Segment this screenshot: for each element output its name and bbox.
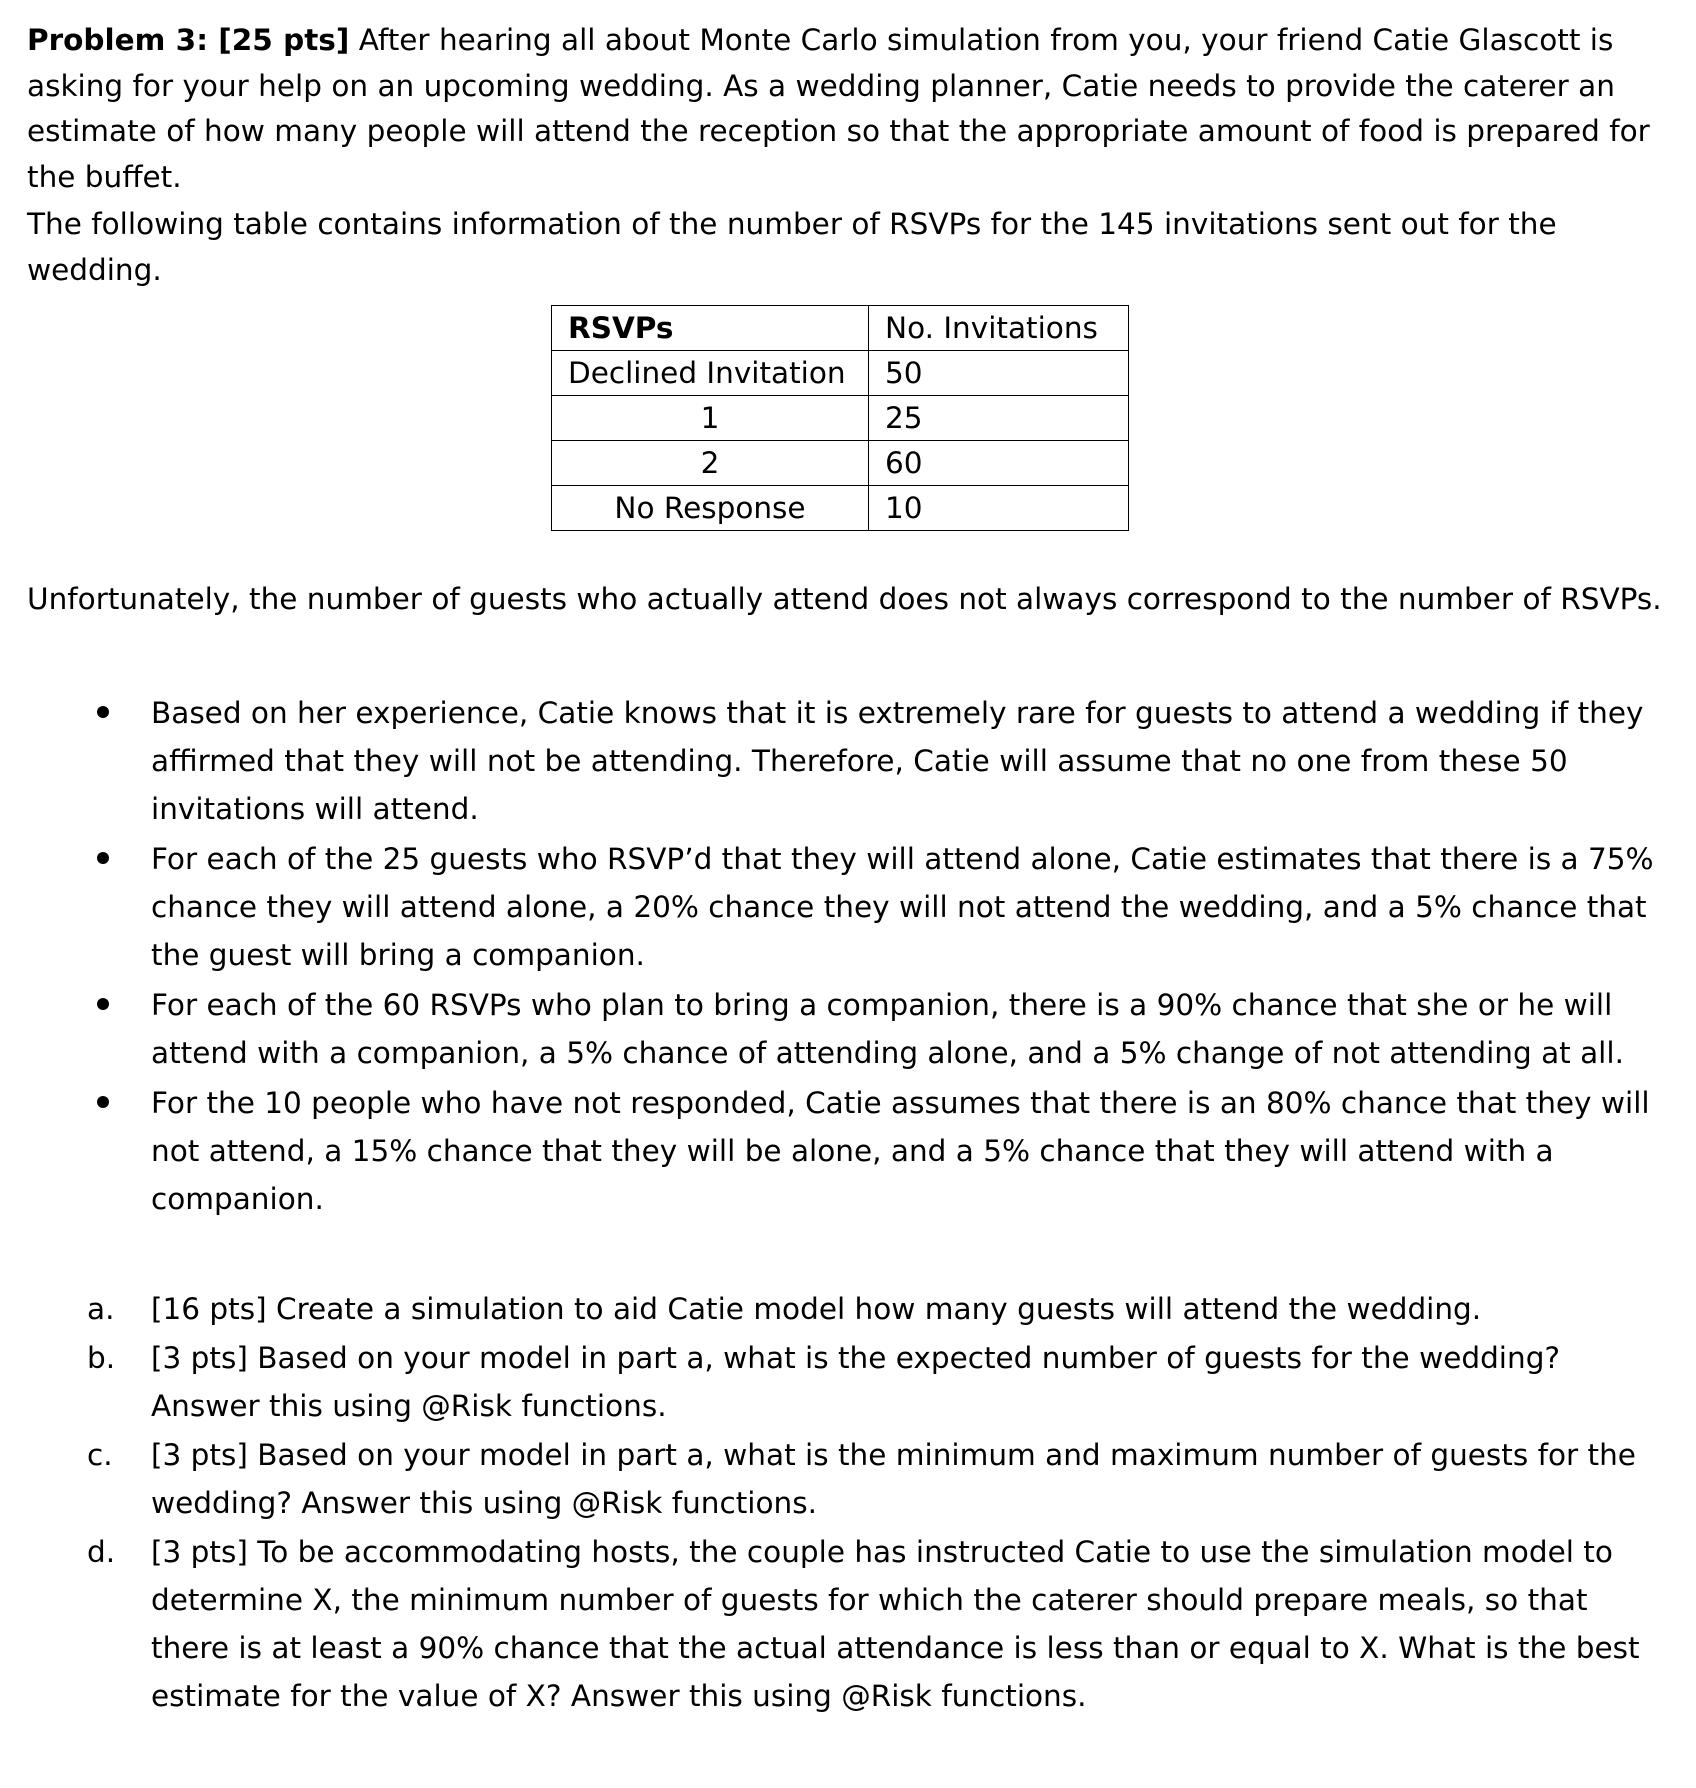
part-text: [16 pts] Create a simulation to aid Catie model how many guests will attend the wedding. [151, 1291, 1482, 1326]
bullet-icon [97, 706, 109, 718]
problem-intro-text: After hearing all about Monte Carlo simulation from you, your friend Catie Glascott is asking for your help on an upcoming wedding. As a wedding planner, Catie needs to provide the caterer an estimate of how many people will attend the reception so that the appropriate amount of food is prepared for the buffet. [27, 23, 1650, 194]
part-marker: d. [87, 1534, 116, 1569]
list-item [27, 835, 1667, 979]
table-row [552, 486, 1129, 531]
problem-heading: Problem 3: [25 pts] [27, 23, 350, 57]
table-row [552, 396, 1129, 441]
list-item-text: For each of the 25 guests who RSVP’d that they will attend alone, Catie estimates that there is a 75% chance they will attend alone, a 20% chance they will not attend the wedding, and a 5% chance that the guest will bring a companion. [151, 841, 1654, 972]
table-intro: The following table contains information of the number of RSVPs for the 145 invitations sent out for the wedding. [27, 207, 1557, 287]
bullet-icon [97, 1096, 109, 1108]
table-cell-count: 10 [869, 486, 1129, 531]
list-item [27, 689, 1667, 833]
table-cell-rsvp: Declined Invitation [552, 351, 869, 396]
table-cell-count: 60 [869, 441, 1129, 486]
bullet-icon [97, 852, 109, 864]
table-cell-rsvp: No Response [552, 486, 869, 531]
table-cell-count: 25 [869, 396, 1129, 441]
table-cell-rsvp: 1 [552, 396, 869, 441]
part-text: [3 pts] Based on your model in part a, what is the expected number of guests for the wedding? Answer this using @Risk functions. [151, 1340, 1561, 1423]
table-cell-rsvp: 2 [552, 441, 869, 486]
part-marker: b. [87, 1340, 116, 1375]
problem-intro [27, 18, 1667, 200]
rsvp-table [551, 305, 1129, 531]
document-page [27, 18, 1667, 1721]
question-part [27, 1528, 1667, 1720]
list-item [27, 1079, 1667, 1223]
bullet-icon [97, 998, 109, 1010]
assumption-list [27, 689, 1667, 1223]
part-marker: c. [87, 1437, 113, 1472]
table-cell-count: 50 [869, 351, 1129, 396]
part-text: [3 pts] To be accommodating hosts, the couple has instructed Catie to use the simulation model to determine X, the minimum number of guests for which the caterer should prepare meals, so that there is at least a 90% chance that the actual attendance is less than or equal to X. What is the best estimate for the value of X? Answer this using @Risk functions. [151, 1534, 1640, 1713]
header-no-invitations: No. Invitations [869, 306, 1129, 351]
table-header-row [552, 306, 1129, 351]
question-part [27, 1285, 1667, 1333]
question-part [27, 1431, 1667, 1527]
table-row [552, 351, 1129, 396]
header-rsvps: RSVPs [552, 306, 869, 351]
list-item [27, 981, 1667, 1077]
list-item-text: For each of the 60 RSVPs who plan to bring a companion, there is a 90% chance that she or he will attend with a companion, a 5% chance of attending alone, and a 5% change of not attending at all. [151, 987, 1624, 1070]
list-item-text: Based on her experience, Catie knows that it is extremely rare for guests to attend a wedding if they affirmed that they will not be attending. Therefore, Catie will assume that no one from these 50 invitations will attend. [151, 695, 1644, 826]
table-row [552, 441, 1129, 486]
part-text: [3 pts] Based on your model in part a, what is the minimum and maximum number of guests for the wedding? Answer this using @Risk functions. [151, 1437, 1636, 1520]
attendance-note: Unfortunately, the number of guests who actually attend does not always correspond to the number of RSVPs. [27, 582, 1662, 616]
part-marker: a. [87, 1291, 115, 1326]
list-item-text: For the 10 people who have not responded, Catie assumes that there is an 80% chance that they will not attend, a 15% chance that they will be alone, and a 5% chance that they will attend with a companion. [151, 1085, 1650, 1216]
question-part [27, 1334, 1667, 1430]
question-parts [27, 1285, 1667, 1720]
